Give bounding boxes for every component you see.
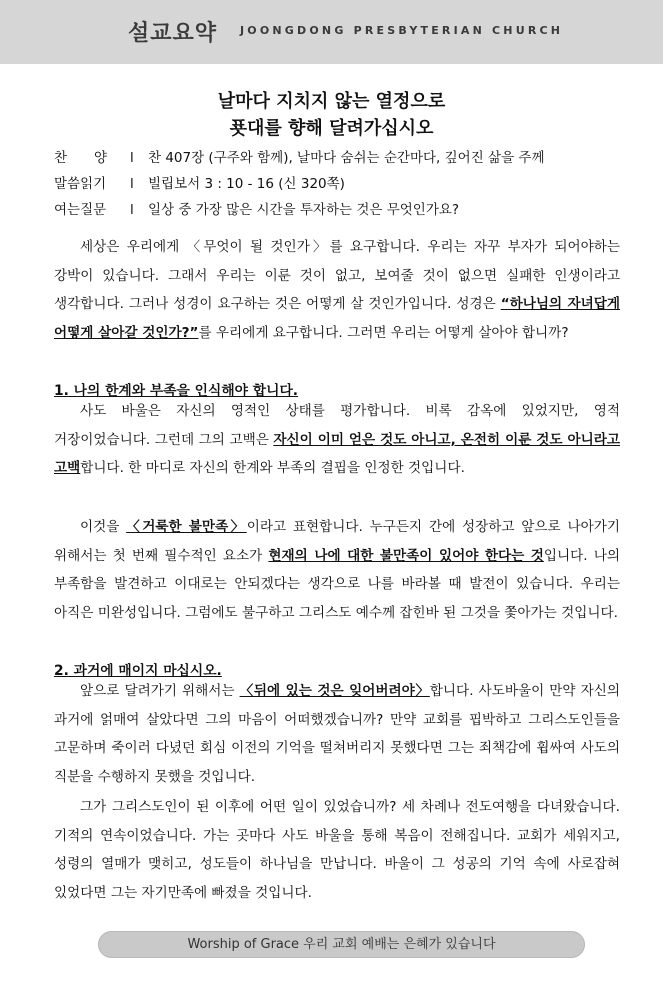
section2-p2-text: 그가 그리스도인이 된 이후에 어떤 일이 있었습니까? 세 차례나 전도여행을 다녀왔습니다. 기적의 연속이었습니다. 가는 곳마다 사도 바울을 통해 복음이 전해집니다. 교회가 세워지고, 성령의 열매가 맺히고, 성도들이 하나님을 만납니다. 바울이 그 성공의 기억 속에 사로잡혀 있었다면 그는 자기만족에 빠졌을 것입니다.: [54, 799, 620, 901]
header-band: [0, 0, 663, 64]
section2-p1-text-a: 앞으로 달려가기 위해서는: [80, 683, 240, 699]
reading-row: [54, 174, 654, 194]
section2-heading: 2. 과거에 매이지 마십시오.: [54, 663, 222, 679]
section2-p1-emphasis: 〈뒤에 있는 것은 잊어버려야〉: [239, 683, 430, 699]
intro-text-b: 를 우리에게 요구합니다. 그러면 우리는 어떻게 살아야 합니까?: [198, 324, 569, 341]
intro-text-a: 세상은 우리에게 〈무엇이 될 것인가〉를 요구합니다. 우리는 자꾸 부자가 되어야하는 강박이 있습니다. 그래서 우리는 이룬 것이 없고, 보여줄 것이 없으면 실패한 인생이라고 생각합니다. 그러나 성경이 요구하는 것은 어떻게 살 것인가입니다. 성경은: [54, 239, 620, 313]
intro-emphasis: “하나님의 자녀답게 어떻게 살아갈 것인가?”: [54, 296, 621, 341]
sermon-title: [0, 88, 663, 142]
question-row: [54, 200, 654, 220]
section1-heading: 1. 나의 한계와 부족을 인식해야 합니다.: [54, 383, 299, 399]
footer-text: Worship of Grace 우리 교회 예배는 은혜가 있습니다: [187, 937, 496, 952]
footer-banner: [98, 931, 585, 958]
intro-paragraph: [54, 233, 620, 347]
question-value: 일상 중 가장 많은 시간을 투자하는 것은 무엇인가요?: [148, 202, 460, 218]
hymn-label: 찬 양: [54, 150, 108, 166]
section1-paragraph2: [54, 513, 620, 627]
section1-p1-text-b: 합니다. 한 마디로 자신의 한계와 부족의 결핍을 인정한 것입니다.: [80, 460, 465, 477]
hymn-row: [54, 148, 654, 168]
sermon-title-line1: 날마다 지치지 않는 열정으로: [217, 91, 446, 112]
header-title: 설교요약: [128, 21, 218, 46]
section1-p2-emphasis1: 〈거룩한 불만족〉: [126, 519, 247, 535]
question-label: 여는질문: [54, 202, 107, 218]
section1-p2-emphasis2: 현재의 나에 대한 불만족이 있어야 한다는 것: [268, 547, 544, 564]
header-subtitle: JOONGDONG PRESBYTERIAN CHURCH: [240, 24, 564, 37]
section2-paragraph2: [54, 793, 620, 907]
hymn-value: 찬 407장 (구주와 함께), 날마다 숨쉬는 순간마다, 깊어진 삶을 주께: [148, 150, 545, 166]
reading-separator: l: [130, 176, 134, 192]
reading-label: 말씀읽기: [54, 176, 107, 192]
reading-value: 빌립보서 3 : 10 - 16 (신 320쪽): [148, 176, 345, 192]
section1-paragraph1: [54, 397, 620, 483]
section1-p1-emphasis: 자신이 이미 얻은 것도 아니고, 온전히 이룬 것도 아니라고 고백: [54, 431, 620, 477]
question-separator: l: [130, 202, 134, 218]
hymn-separator: l: [130, 150, 134, 166]
section2-paragraph1: [54, 677, 620, 791]
section1-p1-text-a: 사도 바울은 자신의 영적인 상태를 평가합니다. 비록 감옥에 있었지만, 영적 거장이었습니다. 그런데 그의 고백은: [54, 403, 620, 448]
sermon-title-line2: 푯대를 향해 달려가십시오: [229, 118, 434, 139]
section1-p2-text-b: 이라고 표현합니다. 누구든지 간에 성장하고 앞으로 나아가기 위해서는 첫 번째 필수적인 요소가: [54, 519, 620, 564]
section1-p2-text-a: 이것을: [80, 519, 127, 535]
section2-p1-text-b: 합니다. 사도바울이 만약 자신의 과거에 얽매여 살았다면 그의 마음이 어떠했겠습니까? 만약 교회를 핍박하고 그리스도인들을 고문하며 죽이러 다녔던 회심 이전의 기억을 떨쳐버리지 못했다면 그는 죄책감에 휩싸여 사도의 직분을 수행하지 못했을 것입니다.: [54, 683, 620, 785]
section1-p2-text-c: 입니다. 나의 부족함을 발견하고 이대로는 안되겠다는 생각으로 나를 바라볼 때 발전이 있습니다. 우리는 아직은 미완성입니다. 그럼에도 불구하고 그리스도 예수께 잡힌바 된 그것을 쫓아가는 것입니다.: [54, 547, 620, 621]
